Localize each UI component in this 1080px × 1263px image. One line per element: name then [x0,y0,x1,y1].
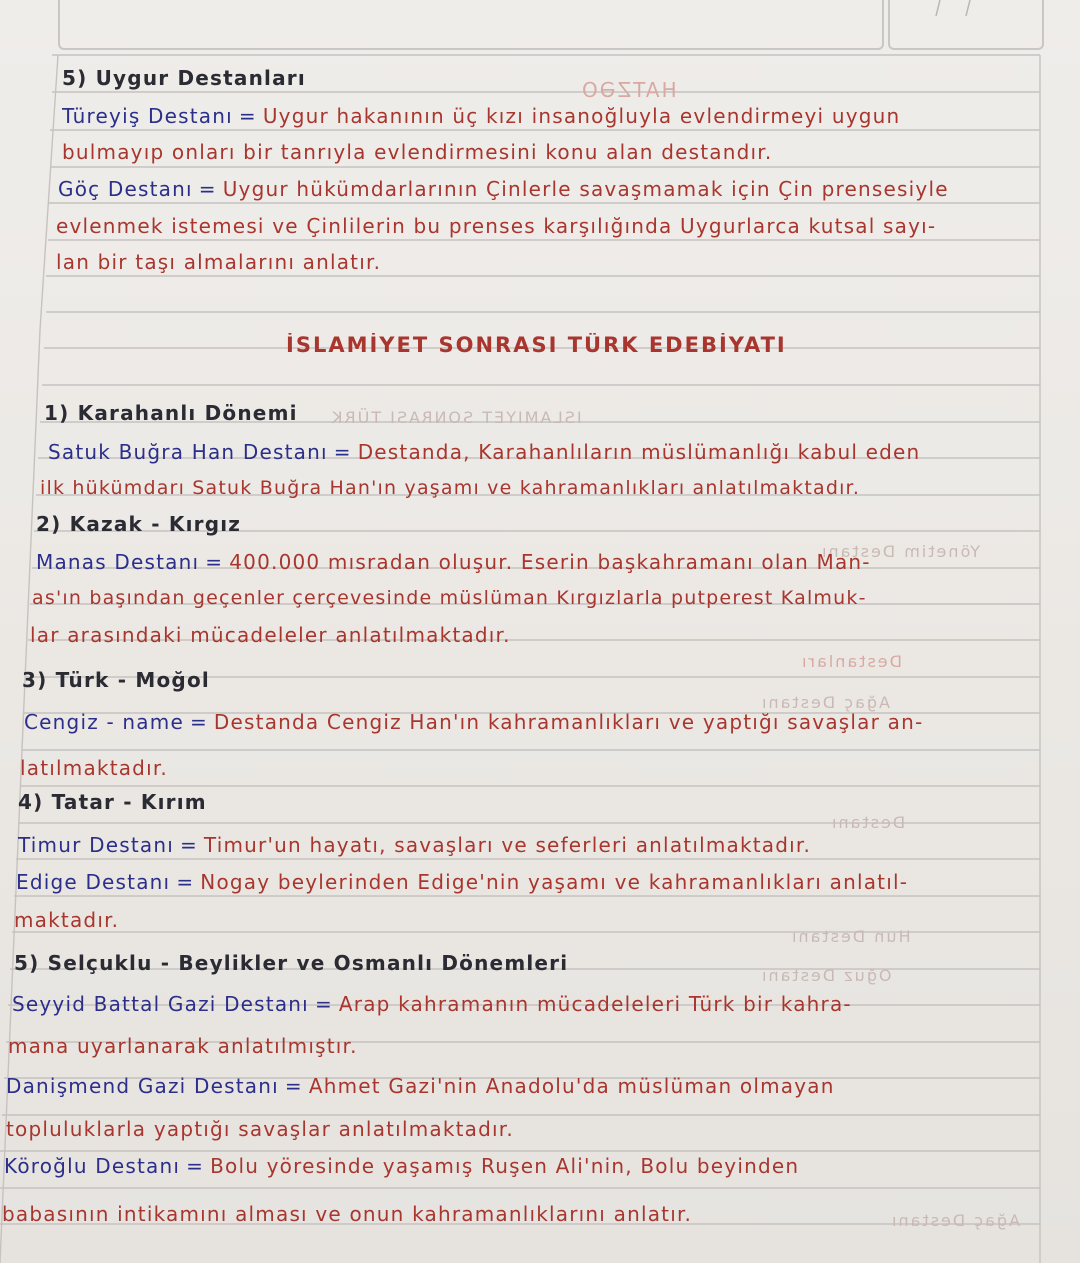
seyyid-line-1: Seyyid Battal Gazi Destanı = Arap kahramanın mücadeleleri Türk bir kahra- [12,992,852,1016]
goc-line-1: Göç Destanı = Uygur hükümdarlarının Çinlerle savaşmamak için Çin prensesiyle [58,177,949,201]
term-koroglu: Köroğlu Destanı [4,1154,181,1178]
bleed-through-text: Hun Destanı [790,927,911,946]
manas-line-2: as'ın başından geçenler çerçevesinde müslüman Kırgızlarla putperest Kalmuk- [32,587,867,609]
heading-turk-mogol: 3) Türk - Moğol [22,668,210,692]
danis-line-2: topluluklarla yaptığı savaşlar anlatılmaktadır. [6,1117,514,1141]
term-timur: Timur Destanı [18,833,174,857]
edige-line-2: maktadır. [14,908,120,932]
edige-line-1: Edige Destanı = Nogay beylerinden Edige'nin yaşamı ve kahramanlıkları anlatıl- [16,870,909,894]
heading-selcuklu: 5) Selçuklu - Beylikler ve Osmanlı Dönemleri [14,951,569,975]
bleed-through-text: Ağaç Destanı [890,1211,1020,1230]
heading-uygur: 5) Uygur Destanları [62,66,306,90]
koroglu-line-2: babasının intikamını alması ve onun kahramanlıklarını anlatır. [2,1202,693,1226]
heading-tatar: 4) Tatar - Kırım [18,790,207,814]
tureyis-line-1: Türeyiş Destanı = Uygur hakanının üç kızı insanoğluyla evlendirmeyi uygun [62,104,901,128]
bleed-through-text: Destanı [830,813,906,832]
term-cengiz: Cengiz - name [24,710,184,734]
section-title: İSLAMİYET SONRASI TÜRK EDEBİYATI [286,333,787,357]
bleed-through-text: Ağaç Destanı [760,693,890,712]
bleed-through-text: Oğuz Destanı [760,966,892,985]
term-tureyis: Türeyiş Destanı [62,104,233,128]
term-goc: Göç Destanı [58,177,193,201]
heading-kazak: 2) Kazak - Kırgız [36,512,242,536]
term-edige: Edige Destanı [16,870,171,894]
tureyis-line-2: bulmayıp onları bir tanrıyla evlendirmesini konu alan destandır. [62,140,773,164]
manas-line-3: lar arasındaki mücadeleler anlatılmaktadır. [30,623,511,647]
koroglu-line-1: Köroğlu Destanı = Bolu yöresinde yaşamış Ruşen Ali'nin, Bolu beyinden [4,1154,800,1178]
cengiz-line-1: Cengiz - name = Destanda Cengiz Han'ın kahramanlıkları ve yaptığı savaşlar an- [24,710,924,734]
cengiz-line-2: latılmaktadır. [20,756,168,780]
bleed-through-text: ISLAMIYET SONRASI TÜRK [330,408,582,427]
seyyid-line-2: mana uyarlanarak anlatılmıştır. [8,1034,358,1058]
term-manas: Manas Destanı [36,550,200,574]
goc-line-2: evlenmek istemesi ve Çinlilerin bu prenses karşılığında Uygurlarca kutsal sayı- [56,214,937,238]
manas-line-1: Manas Destanı = 400.000 mısradan oluşur. Eserin başkahramanı olan Man- [36,550,871,574]
satuk-line-1: Satuk Buğra Han Destanı = Destanda, Karahanlıların müslümanlığı kabul eden [48,440,921,464]
timur-line: Timur Destanı = Timur'un hayatı, savaşları ve seferleri anlatılmaktadır. [18,833,812,857]
bleed-through-text: Destanları [800,652,902,671]
bleed-through-text: Yönetim Destanı [820,542,980,561]
term-satuk: Satuk Buğra Han Destanı [48,440,328,464]
heading-karahanli: 1) Karahanlı Dönemi [44,401,298,425]
goc-line-3: lan bir taşı almalarını anlatır. [56,250,382,274]
satuk-line-2: ilk hükümdarı Satuk Buğra Han'ın yaşamı ve kahramanlıkları anlatılmaktadır. [40,477,861,499]
term-danismend: Danişmend Gazi Destanı [6,1074,279,1098]
term-seyyid: Seyyid Battal Gazi Destanı [12,992,309,1016]
bleed-through-text: HATZƏO [580,78,677,102]
danis-line-1: Danişmend Gazi Destanı = Ahmet Gazi'nin Anadolu'da müslüman olmayan [6,1074,835,1098]
